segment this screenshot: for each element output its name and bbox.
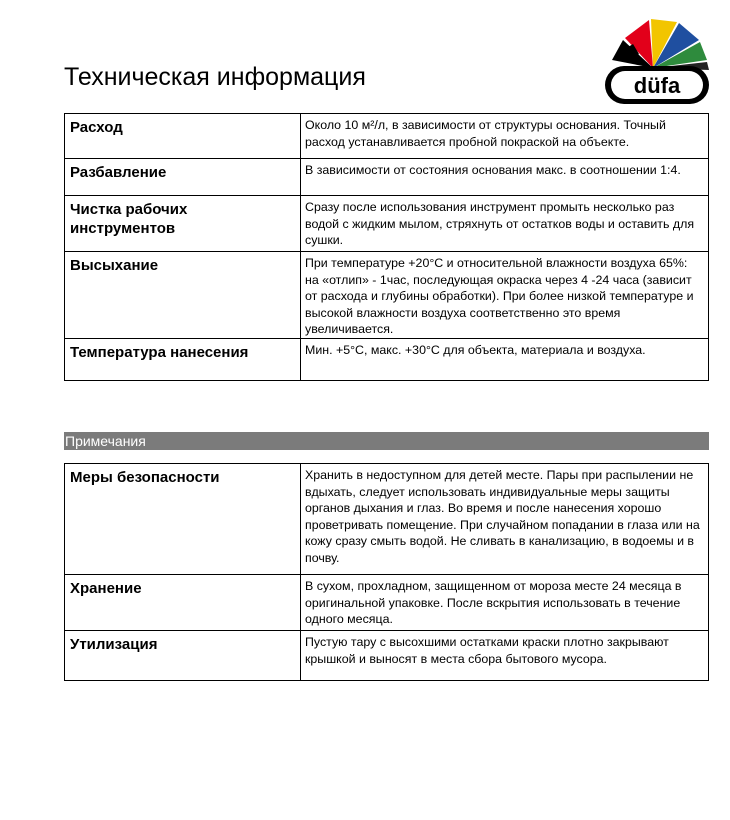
row-text: При температуре +20°С и относительной влажности воздуха 65%: на «отлип» - 1час, последующая окраска через 4 -24 часа (зависит от расхода и глубины обработки). При более низкой температуре и высокой влажности воздуха соответственно это время увеличивается. <box>301 252 709 339</box>
notes-table <box>64 463 709 681</box>
page-title: Техническая информация <box>64 63 366 91</box>
row-text: Мин. +5°С, макс. +30°С для объекта, материала и воздуха. <box>301 338 709 380</box>
row-text: Около 10 м²/л, в зависимости от структуры основания. Точный расход устанавливается пробной покраской на объекте. <box>301 114 709 159</box>
table-row <box>65 159 709 196</box>
table-row <box>65 464 709 575</box>
row-text: В зависимости от состояния основания макс. в соотношении 1:4. <box>301 159 709 196</box>
table-row <box>65 252 709 339</box>
row-label: Хранение <box>65 575 301 631</box>
row-label: Меры безопасности <box>65 464 301 575</box>
row-text: Сразу после использования инструмент промыть несколько раз водой с жидким мылом, стряхнуть от остатков воды и оставить для сушки. <box>301 196 709 252</box>
row-label: Чистка рабочих инструментов <box>65 196 301 252</box>
row-label: Расход <box>65 114 301 159</box>
row-label: Температура нанесения <box>65 338 301 380</box>
row-text: Пустую тару с высохшими остатками краски плотно закрывают крышкой и выносят в места сбора бытового мусора. <box>301 631 709 681</box>
table-row <box>65 196 709 252</box>
row-label: Высыхание <box>65 252 301 339</box>
row-label: Разбавление <box>65 159 301 196</box>
table-row <box>65 631 709 681</box>
notes-heading: Примечания <box>64 432 709 450</box>
table-row <box>65 575 709 631</box>
table-row <box>65 338 709 380</box>
logo-wordmark: düfa <box>633 73 681 98</box>
technical-info-table <box>64 113 709 381</box>
row-label: Утилизация <box>65 631 301 681</box>
row-text: Хранить в недоступном для детей месте. Пары при распылении не вдыхать, следует использовать индивидуальные меры защиты органов дыхания и глаз. Во время и после нанесения хорошо проветривать помещение. При случайном попадании в глаза или на кожу сразу смыть водой. Не сливать в канализацию, в водоемы и в почву. <box>301 464 709 575</box>
row-text: В сухом, прохладном, защищенном от мороза месте 24 месяца в оригинальной упаковке. После вскрытия использовать в течение одного месяца. <box>301 575 709 631</box>
dufa-logo <box>603 10 711 104</box>
table-row <box>65 114 709 159</box>
